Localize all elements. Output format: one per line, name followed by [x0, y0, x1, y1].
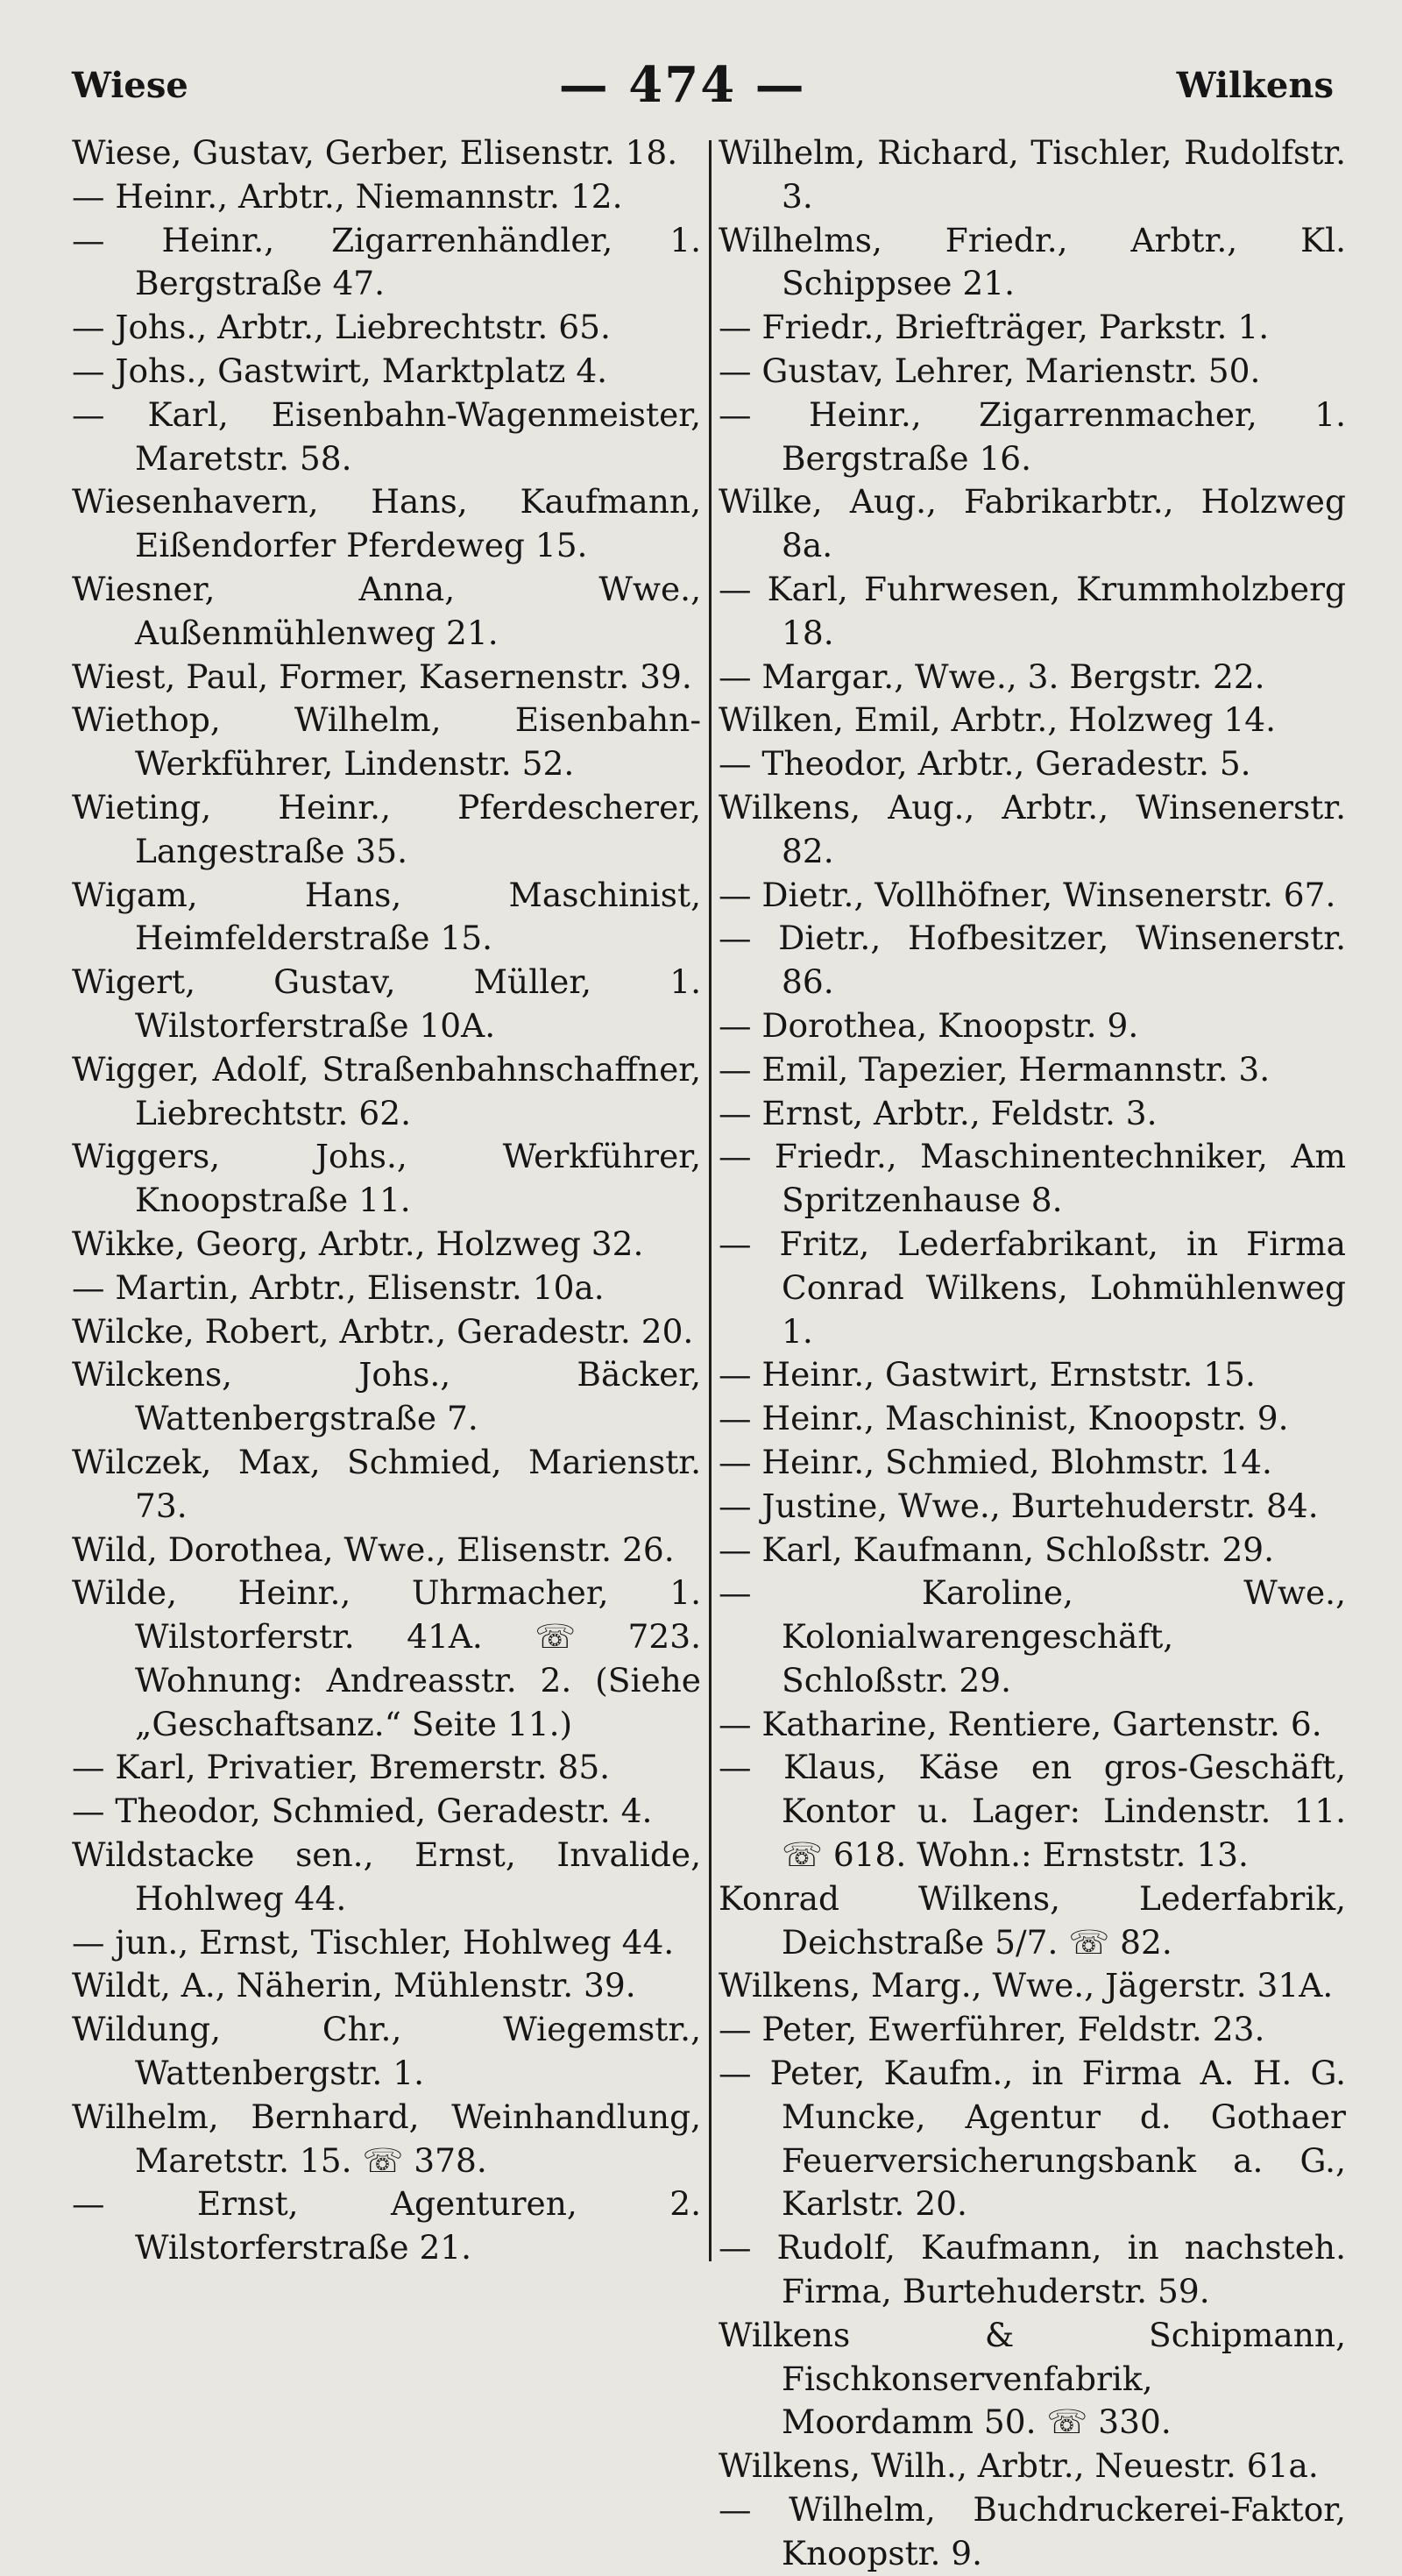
directory-entry: — Heinr., Gastwirt, Ernststr. 15.: [719, 1355, 1256, 1394]
directory-entry: Wiest, Paul, Former, Kasernenstr. 39.: [72, 656, 692, 696]
directory-entry: — Emil, Tapezier, Hermannstr. 3.: [719, 1049, 1271, 1089]
directory-entry: Wildung, Chr., Wiegemstr., Wattenbergstr. 1.: [72, 2010, 701, 2093]
directory-entry: — Martin, Arbtr., Elisenstr. 10a.: [72, 1267, 605, 1307]
directory-entry: — Heinr., Schmied, Blohmstr. 14.: [719, 1442, 1272, 1481]
directory-entry: — Ernst, Arbtr., Feldstr. 3.: [719, 1093, 1158, 1132]
directory-entry: — Theodor, Schmied, Geradestr. 4.: [72, 1792, 653, 1831]
directory-entry: Wilkens, Marg., Wwe., Jägerstr. 31A.: [719, 1966, 1334, 2005]
directory-entry: Wigam, Hans, Maschinist, Heimfelderstraße 15.: [72, 875, 701, 958]
directory-entry: Wilke, Aug., Fabrikarbtr., Holzweg 8a.: [719, 482, 1346, 565]
directory-entry: Wildstacke sen., Ernst, Invalide, Hohlweg 44.: [72, 1835, 701, 1918]
page-number: — 474 —: [558, 56, 806, 114]
directory-entry: Wilken, Emil, Arbtr., Holzweg 14.: [719, 700, 1277, 740]
header-last-name: Wilkens: [1176, 64, 1334, 106]
directory-entry: Wilhelm, Richard, Tischler, Rudolfstr. 3.: [719, 133, 1346, 216]
directory-entry: Wilde, Heinr., Uhrmacher, 1. Wilstorferstr. 41A. ☏ 723. Wohnung: Andreasstr. 2. (Siehe „Geschaftsanz.“ Seite 11.): [72, 1573, 701, 1743]
directory-entry: — Friedr., Maschinentechniker, Am Spritzenhause 8.: [719, 1137, 1346, 1220]
directory-entry: Wild, Dorothea, Wwe., Elisenstr. 26.: [72, 1529, 675, 1569]
directory-entry: Wiggers, Johs., Werkführer, Knoopstraße 11.: [72, 1137, 701, 1220]
directory-entry: — Karl, Eisenbahn-Wagenmeister, Maretstr. 58.: [72, 394, 701, 478]
directory-entry: — jun., Ernst, Tischler, Hohlweg 44.: [72, 1922, 675, 1962]
directory-entry: — Karl, Fuhrwesen, Krummholzberg 18.: [719, 569, 1346, 652]
directory-entry: — Justine, Wwe., Burtehuderstr. 84.: [719, 1486, 1319, 1525]
directory-entry: — Gustav, Lehrer, Marienstr. 50.: [719, 351, 1261, 390]
directory-entry: Wigger, Adolf, Straßenbahnschaffner, Liebrechtstr. 62.: [72, 1049, 701, 1132]
directory-entry: — Johs., Gastwirt, Marktplatz 4.: [72, 351, 608, 390]
directory-entry: — Johs., Arbtr., Liebrechtstr. 65.: [72, 308, 611, 347]
directory-entry: Wieting, Heinr., Pferdescherer, Langestraße 35.: [72, 787, 701, 870]
directory-entry: Wikke, Georg, Arbtr., Holzweg 32.: [72, 1224, 644, 1263]
page-header: [72, 54, 1334, 116]
directory-entry: — Fritz, Lederfabrikant, in Firma Conrad Wilkens, Lohmühlenweg 1.: [719, 1224, 1346, 1351]
directory-entry: Wilcke, Robert, Arbtr., Geradestr. 20.: [72, 1311, 694, 1351]
directory-entry: — Heinr., Zigarrenhändler, 1. Bergstraße 47.: [72, 220, 701, 303]
directory-entry: Wilczek, Max, Schmied, Marienstr. 73.: [72, 1442, 701, 1525]
directory-entry: — Heinr., Zigarrenmacher, 1. Bergstraße 16.: [719, 394, 1346, 478]
directory-entry: — Wilhelm, Buchdruckerei-Faktor, Knoopstr. 9.: [719, 2490, 1346, 2572]
directory-entry: Wilckens, Johs., Bäcker, Wattenbergstraße 7.: [72, 1355, 701, 1438]
directory-entry: — Karl, Privatier, Bremerstr. 85.: [72, 1748, 611, 1787]
directory-entry: — Karoline, Wwe., Kolonialwarengeschäft, Schloßstr. 29.: [719, 1573, 1346, 1700]
directory-entry: Wiethop, Wilhelm, Eisenbahn-Werkführer, Lindenstr. 52.: [72, 700, 701, 784]
directory-entry: Wiesenhavern, Hans, Kaufmann, Eißendorfer Pferdeweg 15.: [72, 482, 701, 565]
directory-entry: — Rudolf, Kaufmann, in nachsteh. Firma, Burtehuderstr. 59.: [719, 2228, 1346, 2311]
directory-entry: Wigert, Gustav, Müller, 1. Wilstorferstraße 10A.: [72, 962, 701, 1045]
directory-entry: Wildt, A., Näherin, Mühlenstr. 39.: [72, 1966, 636, 2005]
directory-entry: — Heinr., Arbtr., Niemannstr. 12.: [72, 176, 623, 216]
directory-entry: Wiese, Gustav, Gerber, Elisenstr. 18.: [72, 133, 678, 172]
directory-entry: Wilkens, Aug., Arbtr., Winsenerstr. 82.: [719, 787, 1346, 870]
right-column: [719, 131, 1346, 2572]
directory-columns: [72, 131, 1346, 2572]
directory-entry: — Peter, Kaufm., in Firma A. H. G. Muncke, Agentur d. Gothaer Feuerversicherungsbank a. G., Karlstr. 20.: [719, 2054, 1346, 2224]
directory-entry: — Friedr., Briefträger, Parkstr. 1.: [719, 308, 1270, 347]
column-divider: [709, 140, 712, 2261]
directory-entry: — Heinr., Maschinist, Knoopstr. 9.: [719, 1399, 1289, 1438]
directory-entry: Wilhelms, Friedr., Arbtr., Kl. Schippsee 21.: [719, 220, 1346, 303]
directory-entry: — Dietr., Vollhöfner, Winsenerstr. 67.: [719, 875, 1336, 914]
directory-entry: — Theodor, Arbtr., Geradestr. 5.: [719, 744, 1251, 784]
directory-entry: — Dorothea, Knoopstr. 9.: [719, 1005, 1139, 1045]
directory-entry: Konrad Wilkens, Lederfabrik, Deichstraße 5/7. ☏ 82.: [719, 1878, 1346, 1962]
directory-entry: — Katharine, Rentiere, Gartenstr. 6.: [719, 1704, 1322, 1743]
directory-entry: — Ernst, Agenturen, 2. Wilstorferstraße 21.: [72, 2184, 701, 2267]
directory-entry: — Margar., Wwe., 3. Bergstr. 22.: [719, 656, 1265, 696]
directory-entry: Wiesner, Anna, Wwe., Außenmühlenweg 21.: [72, 569, 701, 652]
directory-entry: Wilkens, Wilh., Arbtr., Neuestr. 61a.: [719, 2446, 1319, 2486]
directory-entry: — Dietr., Hofbesitzer, Winsenerstr. 86.: [719, 919, 1346, 1002]
directory-entry: — Klaus, Käse en gros-Geschäft, Kontor u. Lager: Lindenstr. 11. ☏ 618. Wohn.: Ernststr. 13.: [719, 1748, 1346, 1875]
header-first-name: Wiese: [72, 64, 188, 106]
directory-entry: — Karl, Kaufmann, Schloßstr. 29.: [719, 1529, 1275, 1569]
directory-entry: — Peter, Ewerführer, Feldstr. 23.: [719, 2010, 1265, 2049]
left-column: [72, 131, 701, 2270]
directory-entry: Wilhelm, Bernhard, Weinhandlung, Maretstr. 15. ☏ 378.: [72, 2097, 701, 2180]
directory-entry: Wilkens & Schipmann, Fischkonservenfabrik, Moordamm 50. ☏ 330.: [719, 2315, 1346, 2442]
